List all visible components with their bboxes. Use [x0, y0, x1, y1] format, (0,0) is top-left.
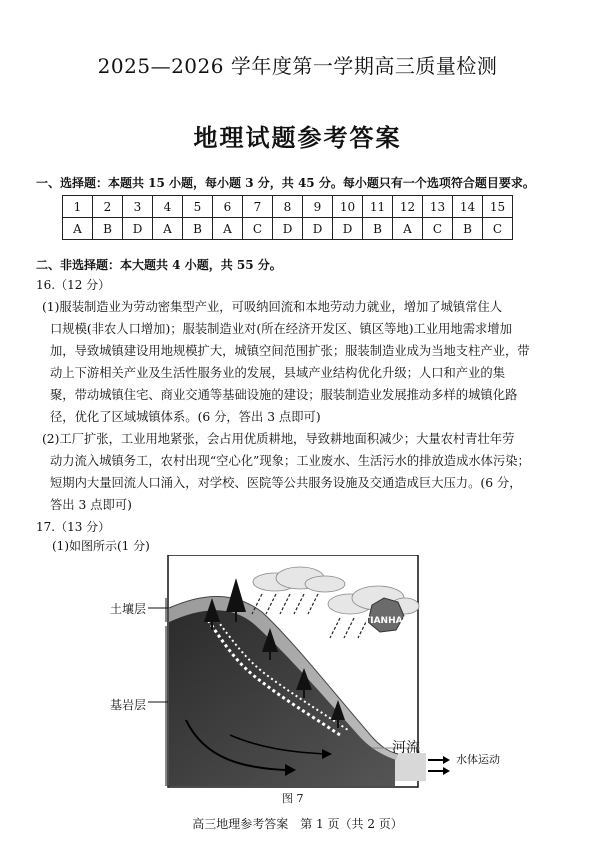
answer-line: (2)工厂扩张，工业用地紧张，会占用优质耕地，导致耕地面积减少；大量农村青壮年劳	[42, 432, 515, 446]
question-number-cell: 13	[423, 196, 453, 218]
river-label: 河流	[392, 740, 420, 756]
question-number-cell: 8	[273, 196, 303, 218]
question-number-cell: 9	[303, 196, 333, 218]
tree-trunk	[235, 612, 237, 622]
bedrock-layer-label: 基岩层	[110, 698, 147, 712]
page-footer: 高三地理参考答案 第 1 页（共 2 页）	[192, 817, 403, 831]
question-number-cell: 11	[363, 196, 393, 218]
section1-heading: 一、选择题：本题共 15 小题，每小题 3 分，共 45 分。每小题只有一个选项符合题目要求。	[36, 176, 535, 190]
answer-cell: B	[183, 218, 213, 240]
water-movement-legend-label: 水体运动	[456, 753, 500, 766]
answer-letter-row	[63, 218, 513, 240]
question-number-cell: 10	[333, 196, 363, 218]
question-number-cell: 6	[213, 196, 243, 218]
river-water	[392, 753, 426, 781]
answer-line: 动力流入城镇务工，农村出现“空心化”现象；工业废水、生活污水的排放造成水体污染；	[50, 454, 530, 468]
answer-cell: B	[93, 218, 123, 240]
q16-part2-answer	[42, 428, 558, 516]
question-number-cell: 15	[483, 196, 513, 218]
answer-cell: A	[63, 218, 93, 240]
question-number-cell: 3	[123, 196, 153, 218]
question-number-cell: 5	[183, 196, 213, 218]
question-number-cell: 4	[153, 196, 183, 218]
question-number-cell: 1	[63, 196, 93, 218]
question-number-cell: 12	[393, 196, 423, 218]
answer-cell: C	[423, 218, 453, 240]
answer-number-row	[63, 196, 513, 218]
question-number-cell: 2	[93, 196, 123, 218]
exam-title: 2025—2026 学年度第一学期高三质量检测	[97, 54, 498, 78]
answer-line: 动上下游相关产业及生活性服务业的发展，县域产业结构优化升级；人口和产业的集	[50, 366, 505, 380]
answer-table	[62, 195, 513, 240]
answer-line: 答出 3 点即可)	[50, 498, 132, 512]
answer-cell: D	[303, 218, 333, 240]
answer-line: 短期内大量回流人口涌入，对学校、医院等公共服务设施及交通造成巨大压力。(6 分，	[50, 476, 522, 490]
tree-trunk	[211, 622, 213, 630]
answer-cell: D	[273, 218, 303, 240]
answer-cell: C	[483, 218, 513, 240]
answer-cell: B	[363, 218, 393, 240]
arrowhead-icon	[443, 756, 450, 764]
question-number-cell: 14	[453, 196, 483, 218]
question-number-cell: 7	[243, 196, 273, 218]
tree-trunk	[269, 652, 271, 660]
figure-caption: 图 7	[282, 792, 304, 805]
question-17-sub: (1)如图所示(1 分)	[52, 539, 150, 553]
section2-heading: 二、非选择题：本大题共 4 小题，共 55 分。	[36, 258, 282, 272]
soil-layer-label: 土壤层	[110, 602, 147, 616]
tree-trunk	[337, 720, 339, 728]
tree-trunk	[303, 690, 305, 698]
answer-line: (1)服装制造业为劳动密集型产业，可吸纳回流和本地劳动力就业，增加了城镇常住人	[42, 300, 503, 314]
answer-line: 加，导致城镇建设用地规模扩大，城镇空间范围扩张；服装制造业成为当地支柱产业，带	[50, 344, 530, 358]
answer-cell: B	[453, 218, 483, 240]
answer-line: 聚，带动城镇住宅、商业交通等基础设施的建设；服装制造业发展推动多样的城镇化路	[50, 388, 518, 402]
answer-cell: A	[213, 218, 243, 240]
answer-line: 径，优化了区域城镇体系。(6 分，答出 3 点即可)	[50, 410, 321, 424]
arrowhead-icon	[443, 767, 450, 775]
logo-text: TIANHAI	[364, 616, 406, 626]
answer-cell: C	[243, 218, 273, 240]
document-title: 地理试题参考答案	[193, 123, 402, 152]
water-movement-legend-arrows	[428, 756, 450, 775]
question-17-label: 17.（13 分）	[36, 520, 111, 534]
answer-line: 口规模(非农人口增加)；服装制造业对(所在经济开发区、镇区等地)工业用地需求增加	[50, 322, 512, 336]
q16-part1-answer	[42, 296, 558, 428]
answer-cell: A	[393, 218, 423, 240]
answer-cell: D	[123, 218, 153, 240]
answer-cell: A	[153, 218, 183, 240]
answer-cell: D	[333, 218, 363, 240]
question-16-label: 16.（12 分）	[36, 278, 111, 292]
figure-7-diagram	[0, 555, 595, 790]
